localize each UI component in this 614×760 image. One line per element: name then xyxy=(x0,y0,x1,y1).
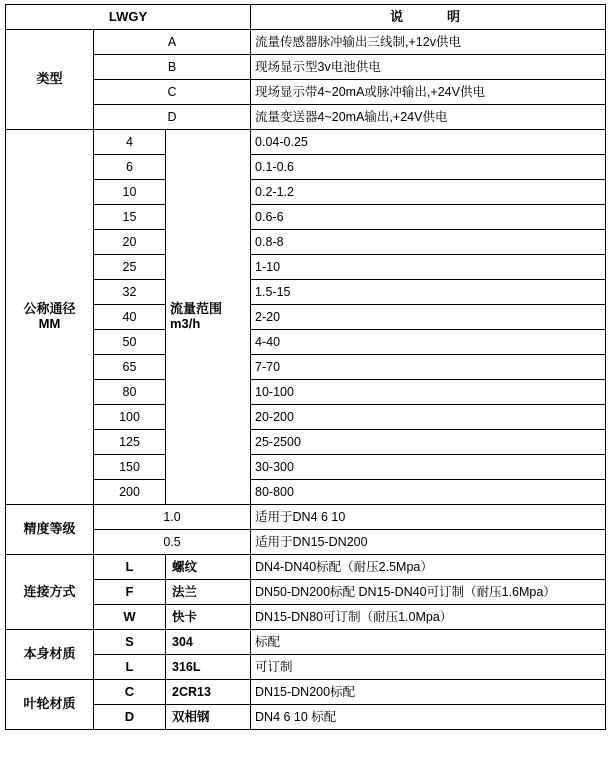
header-description: 说 明 xyxy=(251,5,606,30)
diameter-size: 32 xyxy=(94,280,166,305)
type-desc: 流量传感器脉冲输出三线制,+12v供电 xyxy=(251,30,606,55)
connection-name: 法兰 xyxy=(166,580,251,605)
diameter-size: 20 xyxy=(94,230,166,255)
accuracy-desc: 适用于DN4 6 10 xyxy=(251,505,606,530)
flow-range-value: 7-70 xyxy=(251,355,606,380)
flow-range-value: 1.5-15 xyxy=(251,280,606,305)
connection-name: 螺纹 xyxy=(166,555,251,580)
table-row xyxy=(6,180,606,205)
table-row xyxy=(6,530,606,555)
table-row xyxy=(6,580,606,605)
diameter-size: 10 xyxy=(94,180,166,205)
table-row xyxy=(6,305,606,330)
table-row xyxy=(6,505,606,530)
flow-range-label-line2: m3/h xyxy=(170,316,201,331)
flow-range-label-line1: 流量范围 xyxy=(170,301,223,317)
diameter-size: 100 xyxy=(94,405,166,430)
connection-name: 快卡 xyxy=(166,605,251,630)
connection-code: L xyxy=(94,555,166,580)
table-row xyxy=(6,605,606,630)
type-code: A xyxy=(94,30,251,55)
specification-table xyxy=(5,4,606,730)
body-material-name: 304 xyxy=(166,630,251,655)
section-label-impeller-material: 叶轮材质 xyxy=(6,680,94,730)
diameter-size: 6 xyxy=(94,155,166,180)
section-label-connection: 连接方式 xyxy=(6,555,94,630)
flow-range-value: 1-10 xyxy=(251,255,606,280)
type-code: C xyxy=(94,80,251,105)
table-row xyxy=(6,655,606,680)
flow-range-value: 25-2500 xyxy=(251,430,606,455)
impeller-material-code: D xyxy=(94,705,166,730)
flow-range-value: 4-40 xyxy=(251,330,606,355)
table-row xyxy=(6,355,606,380)
diameter-size: 80 xyxy=(94,380,166,405)
body-material-desc: 标配 xyxy=(251,630,606,655)
table-row xyxy=(6,405,606,430)
body-material-code: S xyxy=(94,630,166,655)
flow-range-value: 30-300 xyxy=(251,455,606,480)
nominal-diameter-label-line1: 公称通径 xyxy=(23,301,76,317)
flow-range-value: 0.6-6 xyxy=(251,205,606,230)
body-material-name: 316L xyxy=(166,655,251,680)
section-label-type: 类型 xyxy=(6,30,94,130)
connection-desc: DN50-DN200标配 DN15-DN40可订制（耐压1.6Mpa） xyxy=(251,580,606,605)
table-row xyxy=(6,30,606,55)
flow-range-value: 0.04-0.25 xyxy=(251,130,606,155)
flow-range-value: 0.8-8 xyxy=(251,230,606,255)
section-label-accuracy: 精度等级 xyxy=(6,505,94,555)
table-row xyxy=(6,155,606,180)
type-desc: 现场显示带4~20mA或脉冲输出,+24V供电 xyxy=(251,80,606,105)
flow-range-value: 80-800 xyxy=(251,480,606,505)
type-code: D xyxy=(94,105,251,130)
diameter-size: 200 xyxy=(94,480,166,505)
header-model: LWGY xyxy=(6,5,251,30)
section-label-nominal-diameter xyxy=(6,130,94,505)
diameter-size: 50 xyxy=(94,330,166,355)
type-desc: 现场显示型3v电池供电 xyxy=(251,55,606,80)
table-row xyxy=(6,255,606,280)
flow-range-value: 10-100 xyxy=(251,380,606,405)
accuracy-code: 0.5 xyxy=(94,530,251,555)
impeller-material-code: C xyxy=(94,680,166,705)
table-row xyxy=(6,680,606,705)
impeller-material-desc: DN4 6 10 标配 xyxy=(251,705,606,730)
table-row xyxy=(6,230,606,255)
body-material-code: L xyxy=(94,655,166,680)
connection-desc: DN4-DN40标配（耐压2.5Mpa） xyxy=(251,555,606,580)
flow-range-value: 2-20 xyxy=(251,305,606,330)
diameter-size: 40 xyxy=(94,305,166,330)
table-row xyxy=(6,55,606,80)
diameter-size: 150 xyxy=(94,455,166,480)
table-row xyxy=(6,630,606,655)
table-row xyxy=(6,480,606,505)
table-row xyxy=(6,380,606,405)
connection-code: W xyxy=(94,605,166,630)
impeller-material-name: 2CR13 xyxy=(166,680,251,705)
diameter-size: 125 xyxy=(94,430,166,455)
section-label-body-material: 本身材质 xyxy=(6,630,94,680)
table-row xyxy=(6,280,606,305)
impeller-material-desc: DN15-DN200标配 xyxy=(251,680,606,705)
table-row xyxy=(6,130,606,155)
table-row xyxy=(6,455,606,480)
flow-range-value: 20-200 xyxy=(251,405,606,430)
nominal-diameter-label-line2: MM xyxy=(38,316,61,331)
table-row xyxy=(6,205,606,230)
diameter-size: 25 xyxy=(94,255,166,280)
flow-range-label xyxy=(166,130,251,505)
accuracy-desc: 适用于DN15-DN200 xyxy=(251,530,606,555)
flow-range-value: 0.1-0.6 xyxy=(251,155,606,180)
connection-desc: DN15-DN80可订制（耐压1.0Mpa） xyxy=(251,605,606,630)
diameter-size: 15 xyxy=(94,205,166,230)
table-row xyxy=(6,705,606,730)
table-header-row xyxy=(6,5,606,30)
table-row xyxy=(6,555,606,580)
flow-range-value: 0.2-1.2 xyxy=(251,180,606,205)
diameter-size: 65 xyxy=(94,355,166,380)
body-material-desc: 可订制 xyxy=(251,655,606,680)
table-row xyxy=(6,430,606,455)
diameter-size: 4 xyxy=(94,130,166,155)
type-code: B xyxy=(94,55,251,80)
accuracy-code: 1.0 xyxy=(94,505,251,530)
connection-code: F xyxy=(94,580,166,605)
table-row xyxy=(6,80,606,105)
table-row xyxy=(6,330,606,355)
type-desc: 流量变送器4~20mA输出,+24V供电 xyxy=(251,105,606,130)
table-row xyxy=(6,105,606,130)
impeller-material-name: 双相钢 xyxy=(166,705,251,730)
